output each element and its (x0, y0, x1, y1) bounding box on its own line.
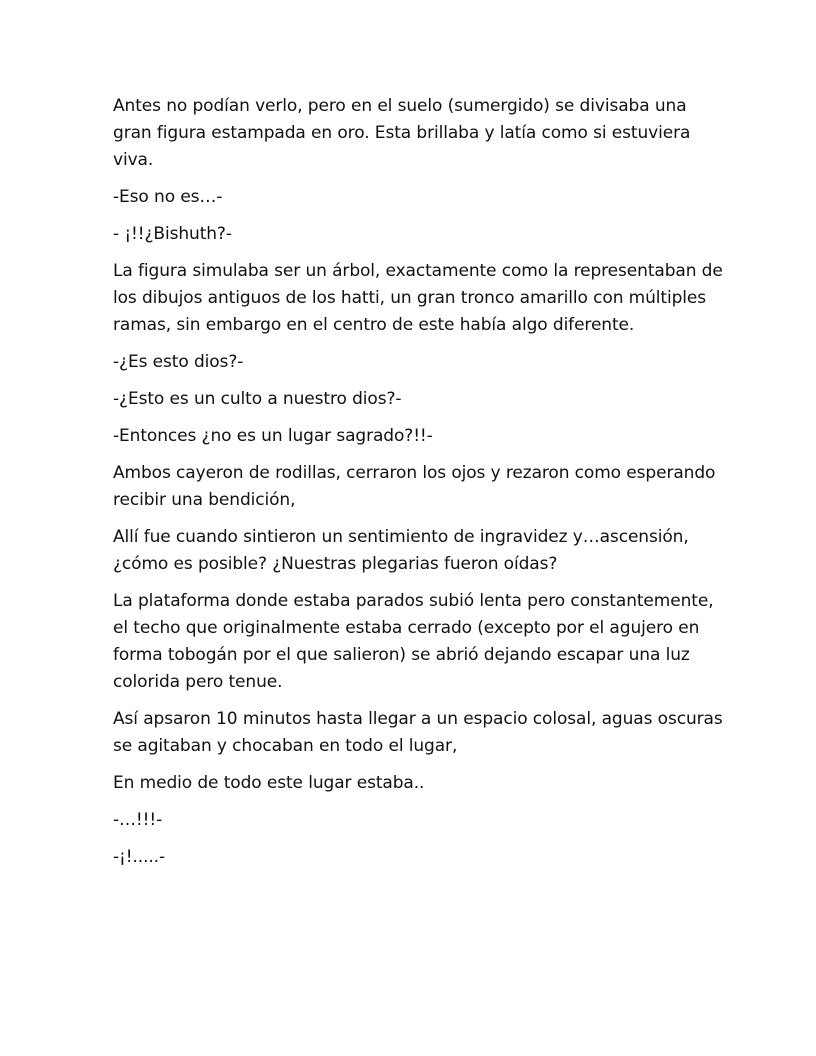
dialogue-line: -¿Esto es un culto a nuestro dios?- (113, 389, 402, 409)
dialogue-line: -Entonces ¿no es un lugar sagrado?!!- (113, 426, 433, 446)
dialogue-line: - ¡!!¿Bishuth?- (113, 224, 232, 244)
dialogue-line: -Eso no es…- (113, 187, 223, 207)
dialogue-line: -…!!!- (113, 810, 163, 830)
paragraph-platform: La plataforma donde estaba parados subió lenta pero constantemente, el techo que originalmente estaba cerrado (excepto por el agujero en forma tobogán por el que salieron) se abrió dejando escapar una luz colorida pero tenue. (113, 591, 714, 692)
paragraph-ascension: Allí fue cuando sintieron un sentimiento de ingravidez y…ascensión, ¿cómo es posible? ¿Nuestras plegarias fueron oídas? (113, 527, 689, 574)
paragraph-tree-figure: La figura simulaba ser un árbol, exactamente como la representaban de los dibujos antiguos de los hatti, un gran tronco amarillo con múltiples ramas, sin embargo en el centro de este había algo diferente. (113, 261, 723, 335)
dialogue-line: -¡!.....- (113, 847, 166, 867)
paragraph-middle: En medio de todo este lugar estaba.. (113, 773, 425, 793)
paragraph-intro: Antes no podían verlo, pero en el suelo (sumergido) se divisaba una gran figura estampada en oro. Esta brillaba y latía como si estuviera viva. (113, 96, 691, 170)
dialogue-line: -¿Es esto dios?- (113, 352, 244, 372)
paragraph-kneel: Ambos cayeron de rodillas, cerraron los ojos y rezaron como esperando recibir una bendición, (113, 463, 716, 510)
paragraph-colossal-space: Así apsaron 10 minutos hasta llegar a un espacio colosal, aguas oscuras se agitaban y chocaban en todo el lugar, (113, 709, 723, 756)
